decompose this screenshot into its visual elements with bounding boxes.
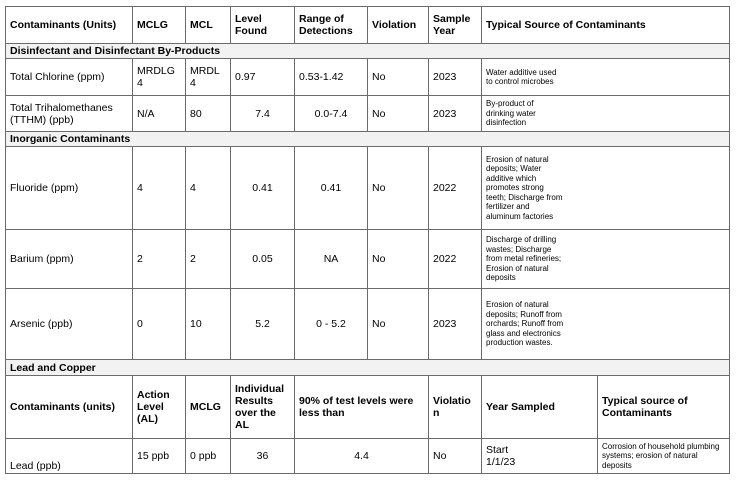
lead-header-row [6,376,730,439]
violation-value: No [429,439,482,474]
sample-year-value: 2023 [429,59,482,96]
percentile-value: 4.4 [295,439,429,474]
section-inorganic: Inorganic Contaminants [6,132,730,147]
section-row [6,132,730,147]
violation-value: No [368,59,429,96]
sample-year-value: 2023 [429,96,482,132]
source-value [482,230,730,289]
contaminant-name: Total Chlorine (ppm) [6,59,133,96]
source-text: Erosion of natural deposits; Water additive which promotes strong teeth; Discharge from fertilizer and aluminum factories [486,154,563,221]
table-row [6,96,730,132]
mcl-value: 10 [186,289,231,360]
source-text: By-product of drinking water disinfection [486,99,536,128]
lead-header-source: Typical source of Contaminants [598,376,730,439]
header-mclg: MCLG [133,7,186,44]
header-level-found: Level Found [231,7,295,44]
header-sample-year: Sample Year [429,7,482,44]
level-found-value: 0.05 [231,230,295,289]
lead-header-mclg: MCLG [186,376,231,439]
lead-header-violation: Violation [429,376,482,439]
header-source: Typical Source of Contaminants [482,7,730,44]
source-text: Water additive used to control microbes [486,67,557,86]
mcl-value: 80 [186,96,231,132]
section-lead-copper: Lead and Copper [6,360,730,376]
contaminant-name: Lead (ppb) [6,439,133,474]
level-found-value: 7.4 [231,96,295,132]
section-row [6,44,730,59]
source-value [482,147,730,230]
level-found-value: 5.2 [231,289,295,360]
mclg-value: 4 [133,147,186,230]
lead-header-percentile: 90% of test levels were less than [295,376,429,439]
range-value: 0 - 5.2 [295,289,368,360]
year-sampled-text: Start 1/1/23 [486,444,516,468]
mcl-value: 2 [186,230,231,289]
mclg-value: 0 ppb [186,439,231,474]
sample-year-value: 2022 [429,147,482,230]
section-disinfectant: Disinfectant and Disinfectant By-Products [6,44,730,59]
level-found-value: 0.97 [231,59,295,96]
range-value: 0.41 [295,147,368,230]
source-text: Erosion of natural deposits; Runoff from orchards; Runoff from glass and electronics production wastes. [486,300,564,348]
contaminant-name: Arsenic (ppb) [6,289,133,360]
water-quality-table [5,6,730,474]
violation-value: No [368,289,429,360]
table-row [6,147,730,230]
header-row [6,7,730,44]
lead-header-contaminants: Contaminants (units) [6,376,133,439]
lead-header-action-level: Action Level (AL) [133,376,186,439]
contaminant-name: Total Trihalomethanes (TTHM) (ppb) [6,96,133,132]
level-found-value: 0.41 [231,147,295,230]
mclg-value: 0 [133,289,186,360]
results-value: 36 [231,439,295,474]
source-value [482,289,730,360]
source-value [482,96,730,132]
sample-year-value: 2022 [429,230,482,289]
violation-value: No [368,147,429,230]
contaminant-name: Barium (ppm) [6,230,133,289]
lead-header-results: Individual Results over the AL [231,376,295,439]
source-value: Corrosion of household plumbing systems; erosion of natural deposits [598,439,730,474]
table-row [6,289,730,360]
source-text: Discharge of drilling wastes; Discharge from metal refineries; Erosion of natural deposits [486,235,562,283]
violation-value: No [368,230,429,289]
sample-year-value: 2023 [429,289,482,360]
header-contaminants: Contaminants (Units) [6,7,133,44]
section-row [6,360,730,376]
contaminant-name: Fluoride (ppm) [6,147,133,230]
table-row [6,59,730,96]
mcl-value: MRDL 4 [186,59,231,96]
table-row [6,439,730,474]
mclg-value: 2 [133,230,186,289]
violation-value: No [368,96,429,132]
range-value: 0.0-7.4 [295,96,368,132]
table-row [6,230,730,289]
source-value [482,59,730,96]
range-value: NA [295,230,368,289]
mclg-value: N/A [133,96,186,132]
year-sampled-value [482,439,598,474]
header-mcl: MCL [186,7,231,44]
header-violation: Violation [368,7,429,44]
lead-header-year: Year Sampled [482,376,598,439]
action-level-value: 15 ppb [133,439,186,474]
header-range: Range of Detections [295,7,368,44]
range-value: 0.53-1.42 [295,59,368,96]
mclg-value: MRDLG 4 [133,59,186,96]
mcl-value: 4 [186,147,231,230]
